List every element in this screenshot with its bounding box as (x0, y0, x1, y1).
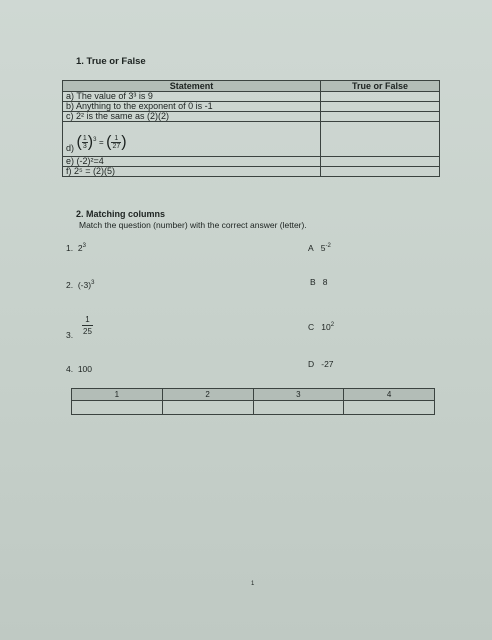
true-false-header: True or False (321, 81, 440, 92)
table-row (63, 112, 440, 122)
answer-cell[interactable] (321, 102, 440, 112)
answer-col-4: 4 (344, 389, 435, 401)
question-base: 2 (77, 243, 83, 253)
question-3-fraction (82, 314, 93, 337)
question-2 (66, 280, 94, 290)
answer-exponent: 2 (330, 322, 335, 329)
answer-base: -27 (321, 359, 334, 369)
row-label: b) (66, 101, 75, 111)
answer-col-2: 2 (162, 389, 253, 401)
true-false-table (62, 80, 440, 177)
answer-input-cell[interactable] (162, 401, 253, 415)
statement-cell (63, 122, 321, 157)
row-label: f) (66, 166, 72, 176)
statement-cell (63, 157, 321, 167)
section1-title: 1. True or False (76, 56, 146, 67)
matching-answer-table (71, 388, 435, 415)
answer-A (308, 243, 331, 253)
section2-title: 2. Matching columns (76, 209, 166, 219)
answer-input-cell[interactable] (253, 401, 344, 415)
statement-cell (63, 92, 321, 102)
row-text: The value of 3³ is 9 (76, 91, 153, 101)
answer-exponent: -2 (325, 243, 331, 250)
exponent: 3 (93, 137, 97, 143)
table-row (63, 92, 440, 102)
table-row (63, 157, 440, 167)
answer-base: 10 (321, 322, 331, 332)
row-label: e) (66, 156, 75, 166)
question-base: (-3) (77, 280, 92, 290)
answer-D (308, 359, 334, 369)
equals-sign: = (98, 137, 104, 147)
question-exponent: 3 (91, 280, 95, 287)
table-header-row (63, 81, 440, 92)
question-3-number: 3. (66, 330, 74, 340)
answer-col-3: 3 (253, 389, 344, 401)
statement-header: Statement (63, 81, 321, 92)
answer-letter: B (310, 277, 316, 287)
right-fraction: $\frac{1}{27}$ (112, 135, 121, 150)
answer-letter: C (308, 322, 315, 332)
fraction-equation: ( $\frac{1}{3}$ )$^3$ = ( $\frac{1}{27}$ ) (76, 133, 127, 151)
answer-cell[interactable] (321, 167, 440, 177)
question-4 (66, 364, 92, 374)
table-row (63, 102, 440, 112)
row-label: c) (66, 111, 74, 121)
answer-cell[interactable] (321, 112, 440, 122)
row-label: a) (66, 91, 75, 101)
answer-cell[interactable] (321, 122, 440, 157)
answer-C (308, 322, 334, 332)
question-number: 1. (66, 243, 74, 253)
row-text: 2⁵ = (2)(5) (74, 166, 116, 176)
answer-input-cell[interactable] (344, 401, 435, 415)
answer-B (310, 277, 328, 287)
section2-instruction: Match the question (number) with the correct answer (letter). (79, 220, 307, 230)
table-row (63, 167, 440, 177)
question-exponent: 3 (82, 243, 86, 250)
answer-input-cell[interactable] (72, 401, 163, 415)
question-number: 4. (66, 364, 74, 374)
statement-cell (63, 102, 321, 112)
question-1 (66, 243, 86, 253)
question-base: 100 (77, 364, 93, 374)
answer-base: 5 (320, 243, 326, 253)
table-row (63, 122, 440, 157)
row-text: (-2)²=4 (76, 156, 104, 166)
statement-cell (63, 167, 321, 177)
answer-cell[interactable] (321, 92, 440, 102)
row-text: Anything to the exponent of 0 is -1 (76, 101, 213, 111)
answer-letter: D (308, 359, 315, 369)
fraction-denominator: 25 (83, 327, 92, 336)
row-text: 2² is the same as (2)(2) (76, 111, 170, 121)
question-number: 2. (66, 280, 74, 290)
answer-table-input-row (72, 401, 435, 415)
left-fraction: $\frac{1}{3}$ (82, 135, 87, 150)
page-number: 1 (251, 581, 255, 587)
answer-cell[interactable] (321, 157, 440, 167)
answer-letter: A (308, 243, 314, 253)
answer-base: 8 (322, 277, 328, 287)
statement-cell (63, 112, 321, 122)
answer-table-header-row (72, 389, 435, 401)
row-label: d) (66, 142, 75, 153)
answer-col-1: 1 (72, 389, 163, 401)
fraction-numerator: 1 (85, 315, 90, 324)
